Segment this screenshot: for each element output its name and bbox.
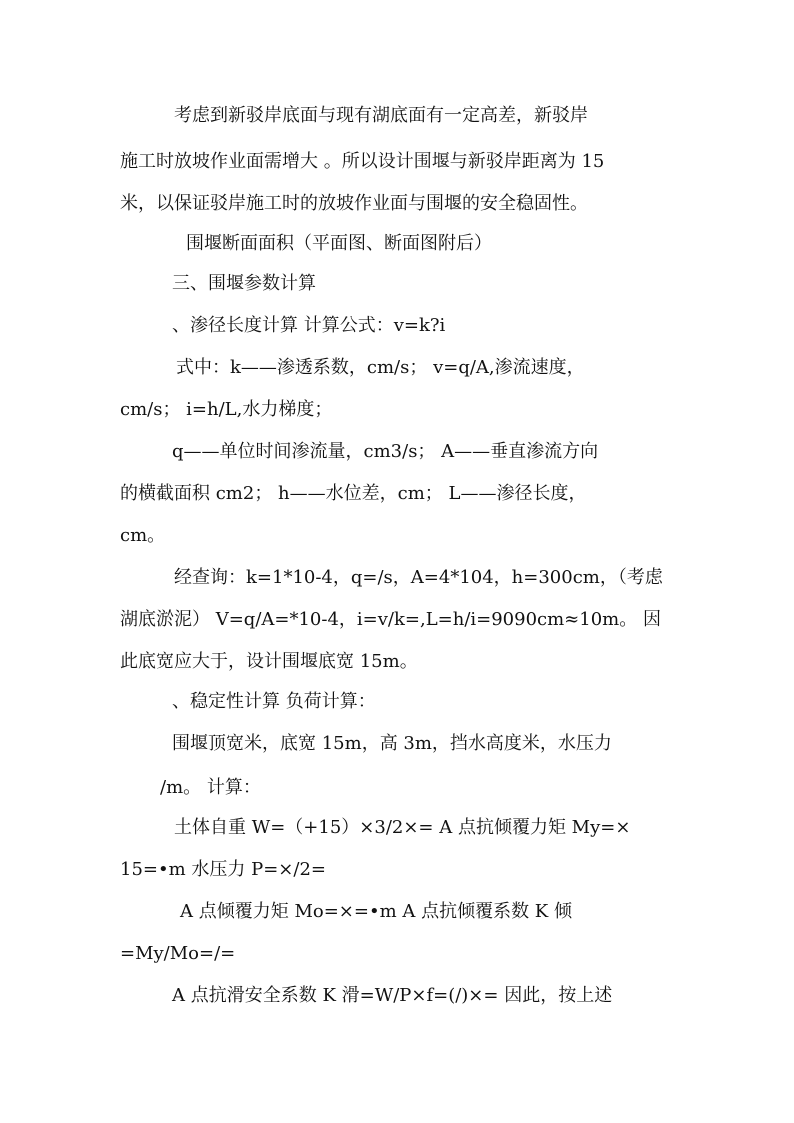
subsection-heading: 、稳定性计算 负荷计算： <box>172 691 376 712</box>
paragraph-line: A 点抗滑安全系数 K 滑=W/P×f=(/)×= 因此，按上述 <box>172 985 613 1006</box>
paragraph-line: cm。 <box>120 525 166 546</box>
paragraph-line: q——单位时间渗流量，cm3/s； A——垂直渗流方向 <box>172 441 599 462</box>
paragraph-line: 此底宽应大于，设计围堰底宽 15m。 <box>120 651 418 672</box>
paragraph-line: 经查询：k=1*10-4，q=/s，A=4*104，h=300cm，（考虑 <box>174 567 663 588</box>
paragraph-line: A 点倾覆力矩 Mo=×=•m A 点抗倾覆系数 K 倾 <box>180 901 572 922</box>
paragraph-line: 土体自重 W=（+15）×3/2×= A 点抗倾覆力矩 My=× <box>174 817 631 838</box>
section-heading: 三、围堰参数计算 <box>172 273 316 294</box>
paragraph-line: cm/s； i=h/L,水力梯度； <box>120 399 333 420</box>
paragraph-line: 式中：k——渗透系数，cm/s； v=q/A,渗流速度， <box>176 357 585 378</box>
subsection-heading: 、渗径长度计算 计算公式：v=k?i <box>172 315 446 336</box>
paragraph-line: 15=•m 水压力 P=×/2= <box>120 859 326 880</box>
paragraph-line: 湖底淤泥） V=q/A=*10-4，i=v/k=,L=h/i=9090cm≈10m。 因 <box>120 609 661 630</box>
paragraph-line: 考虑到新驳岸底面与现有湖底面有一定高差，新驳岸 <box>174 105 588 126</box>
paragraph-line: 的横截面积 cm2； h——水位差，cm； L——渗径长度， <box>120 483 587 504</box>
paragraph-line: 围堰顶宽米，底宽 15m，高 3m，挡水高度米，水压力 <box>172 733 612 754</box>
paragraph-line: 围堰断面面积（平面图、断面图附后） <box>186 233 492 254</box>
paragraph-line: 米，以保证驳岸施工时的放坡作业面与围堰的安全稳固性。 <box>120 193 588 214</box>
paragraph-line: /m。 计算： <box>160 777 261 798</box>
paragraph-line: =My/Mo=/= <box>120 943 236 964</box>
paragraph-line: 施工时放坡作业面需增大 。所以设计围堰与新驳岸距离为 15 <box>120 151 605 172</box>
